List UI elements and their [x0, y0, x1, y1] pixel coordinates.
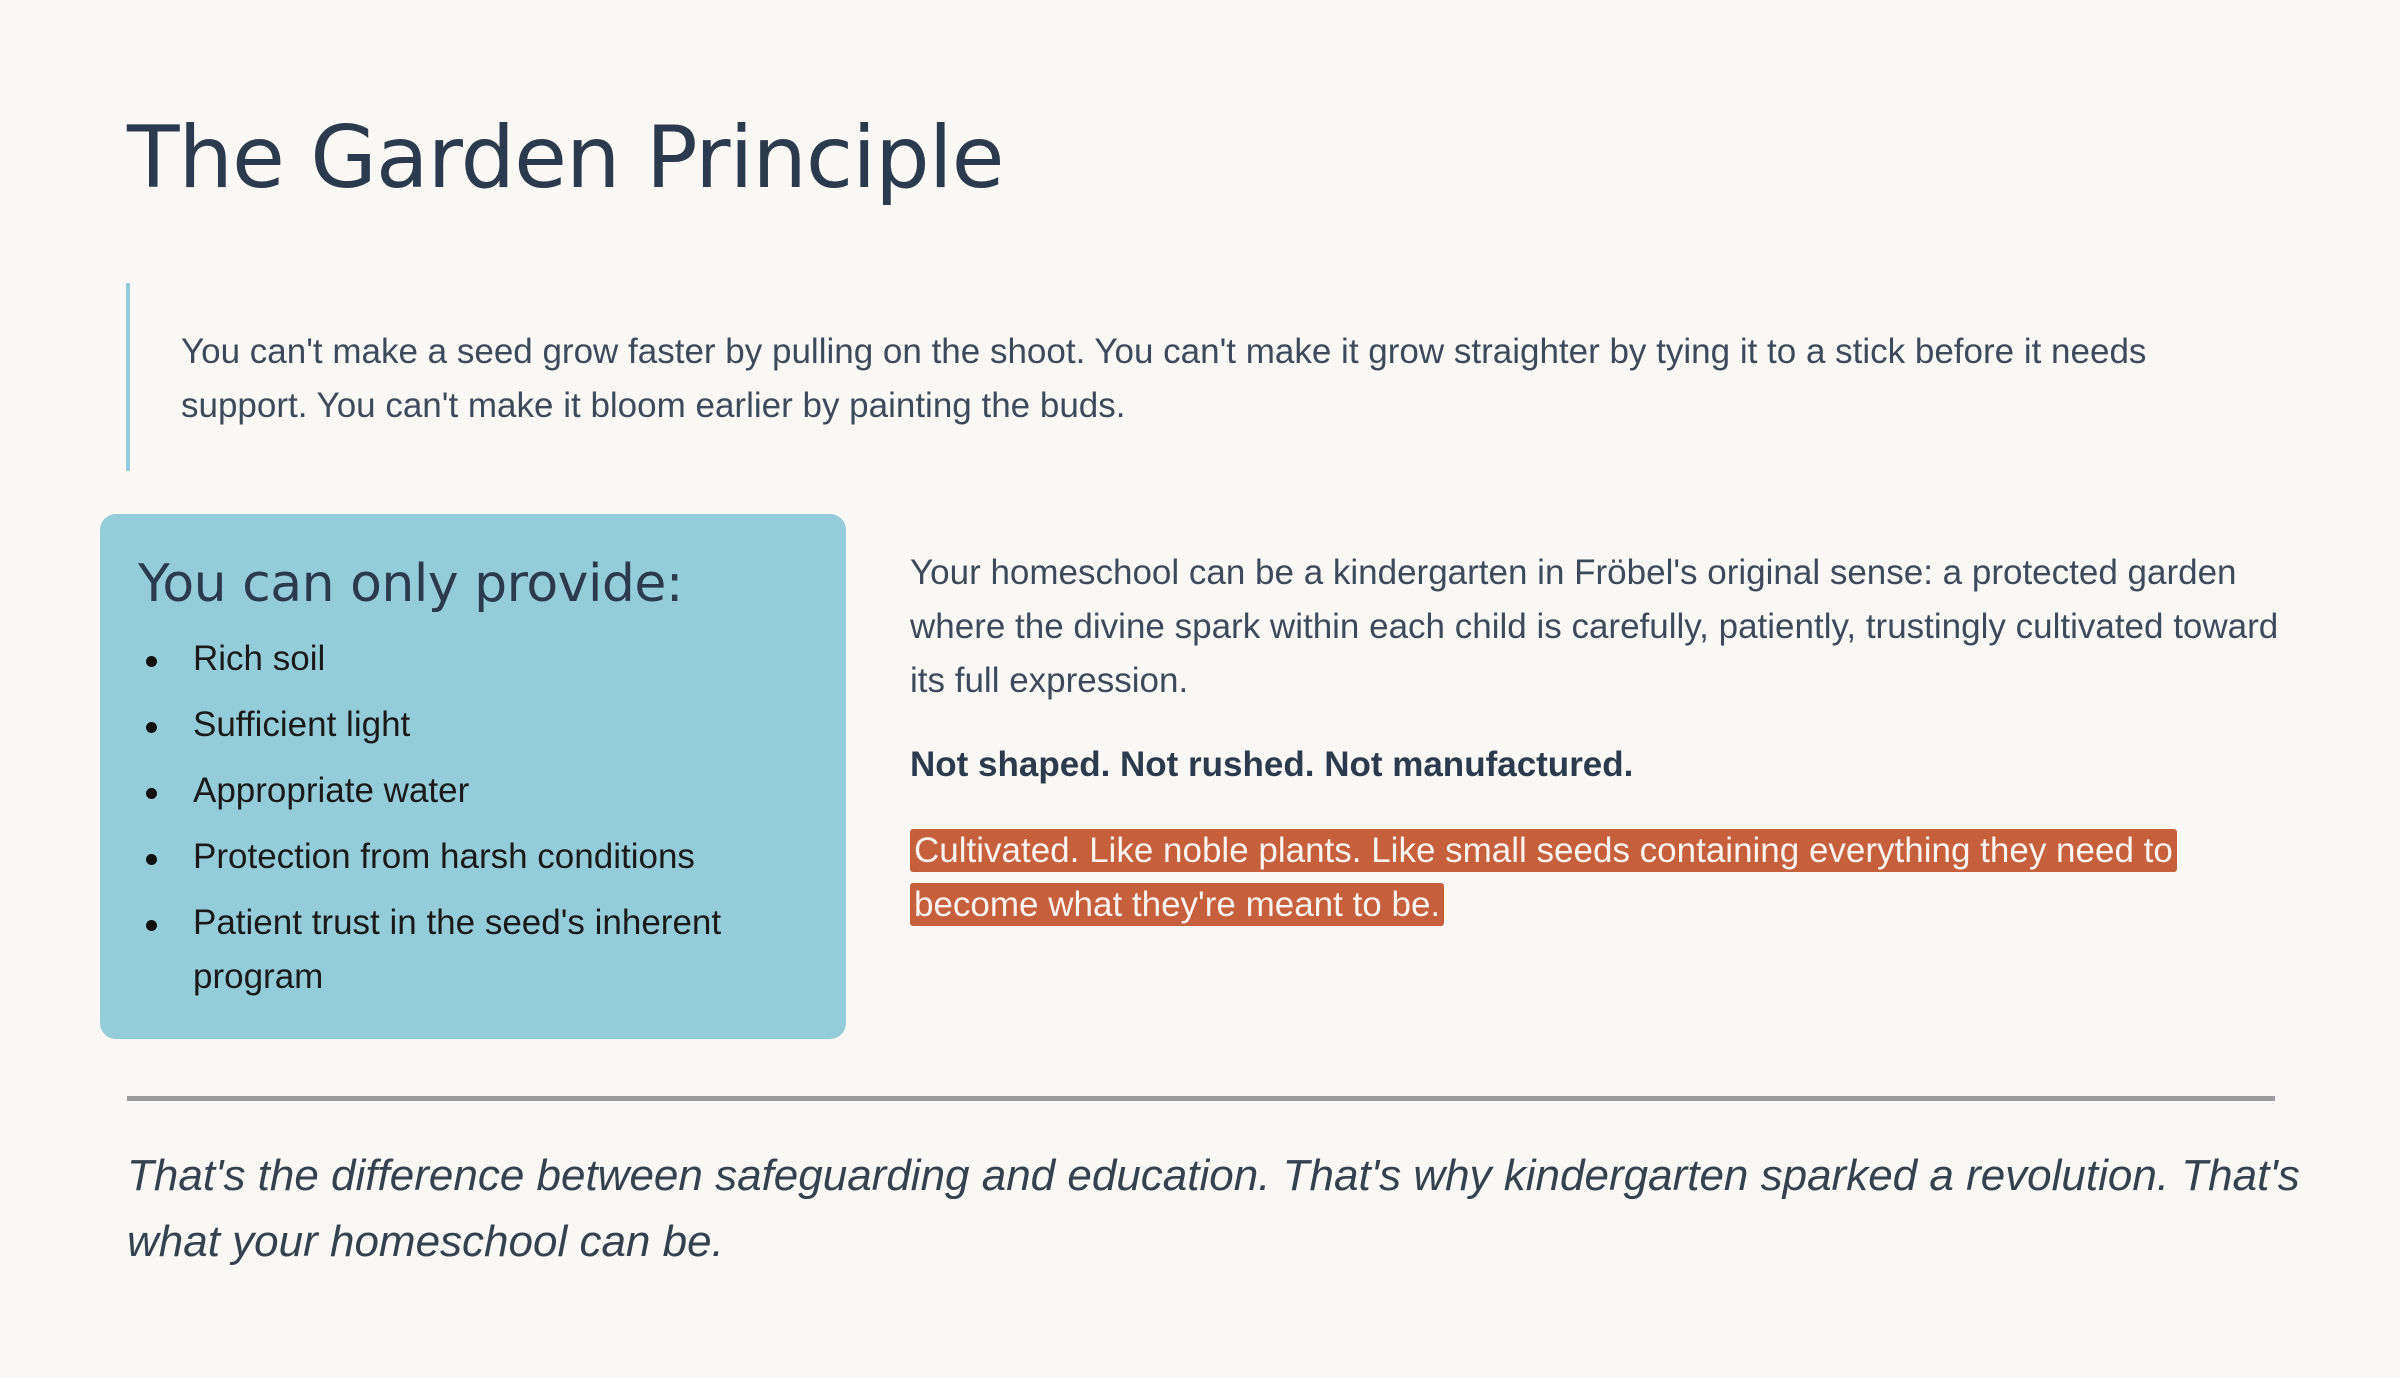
- closing-statement: That's the difference between safeguarding and education. That's why kindergarten sparked a revolution. That's what your homeschool can be.: [127, 1151, 2300, 1266]
- list-item: Appropriate water: [138, 764, 813, 818]
- list-item: Rich soil: [138, 632, 813, 686]
- list-item: Sufficient light: [138, 698, 813, 752]
- list-item: Patient trust in the seed's inherent program: [138, 896, 813, 1004]
- provide-callout-box: [100, 514, 846, 1039]
- body-column: [910, 546, 2290, 932]
- quote-text: You can't make a seed grow faster by pulling on the shoot. You can't make it grow straighter by tying it to a stick before it needs support. You can't make it bloom earlier by painting the buds.: [181, 332, 2147, 425]
- highlighted-text: Cultivated. Like noble plants. Like small seeds containing everything they need to become what they're meant to be.: [910, 829, 2177, 926]
- divider: [127, 1096, 2275, 1101]
- list-item: Protection from harsh conditions: [138, 830, 813, 884]
- callout-heading: You can only provide:: [138, 554, 683, 614]
- blockquote: [126, 283, 2226, 471]
- page-title: The Garden Principle: [127, 108, 1004, 208]
- provide-list: [138, 632, 846, 1004]
- highlight-paragraph: [910, 824, 2290, 932]
- body-paragraph: Your homeschool can be a kindergarten in Fröbel's original sense: a protected garden where the divine spark within each child is carefully, patiently, trustingly cultivated toward its full expression.: [910, 553, 2279, 700]
- emphasis-line: Not shaped. Not rushed. Not manufactured.: [910, 745, 1634, 784]
